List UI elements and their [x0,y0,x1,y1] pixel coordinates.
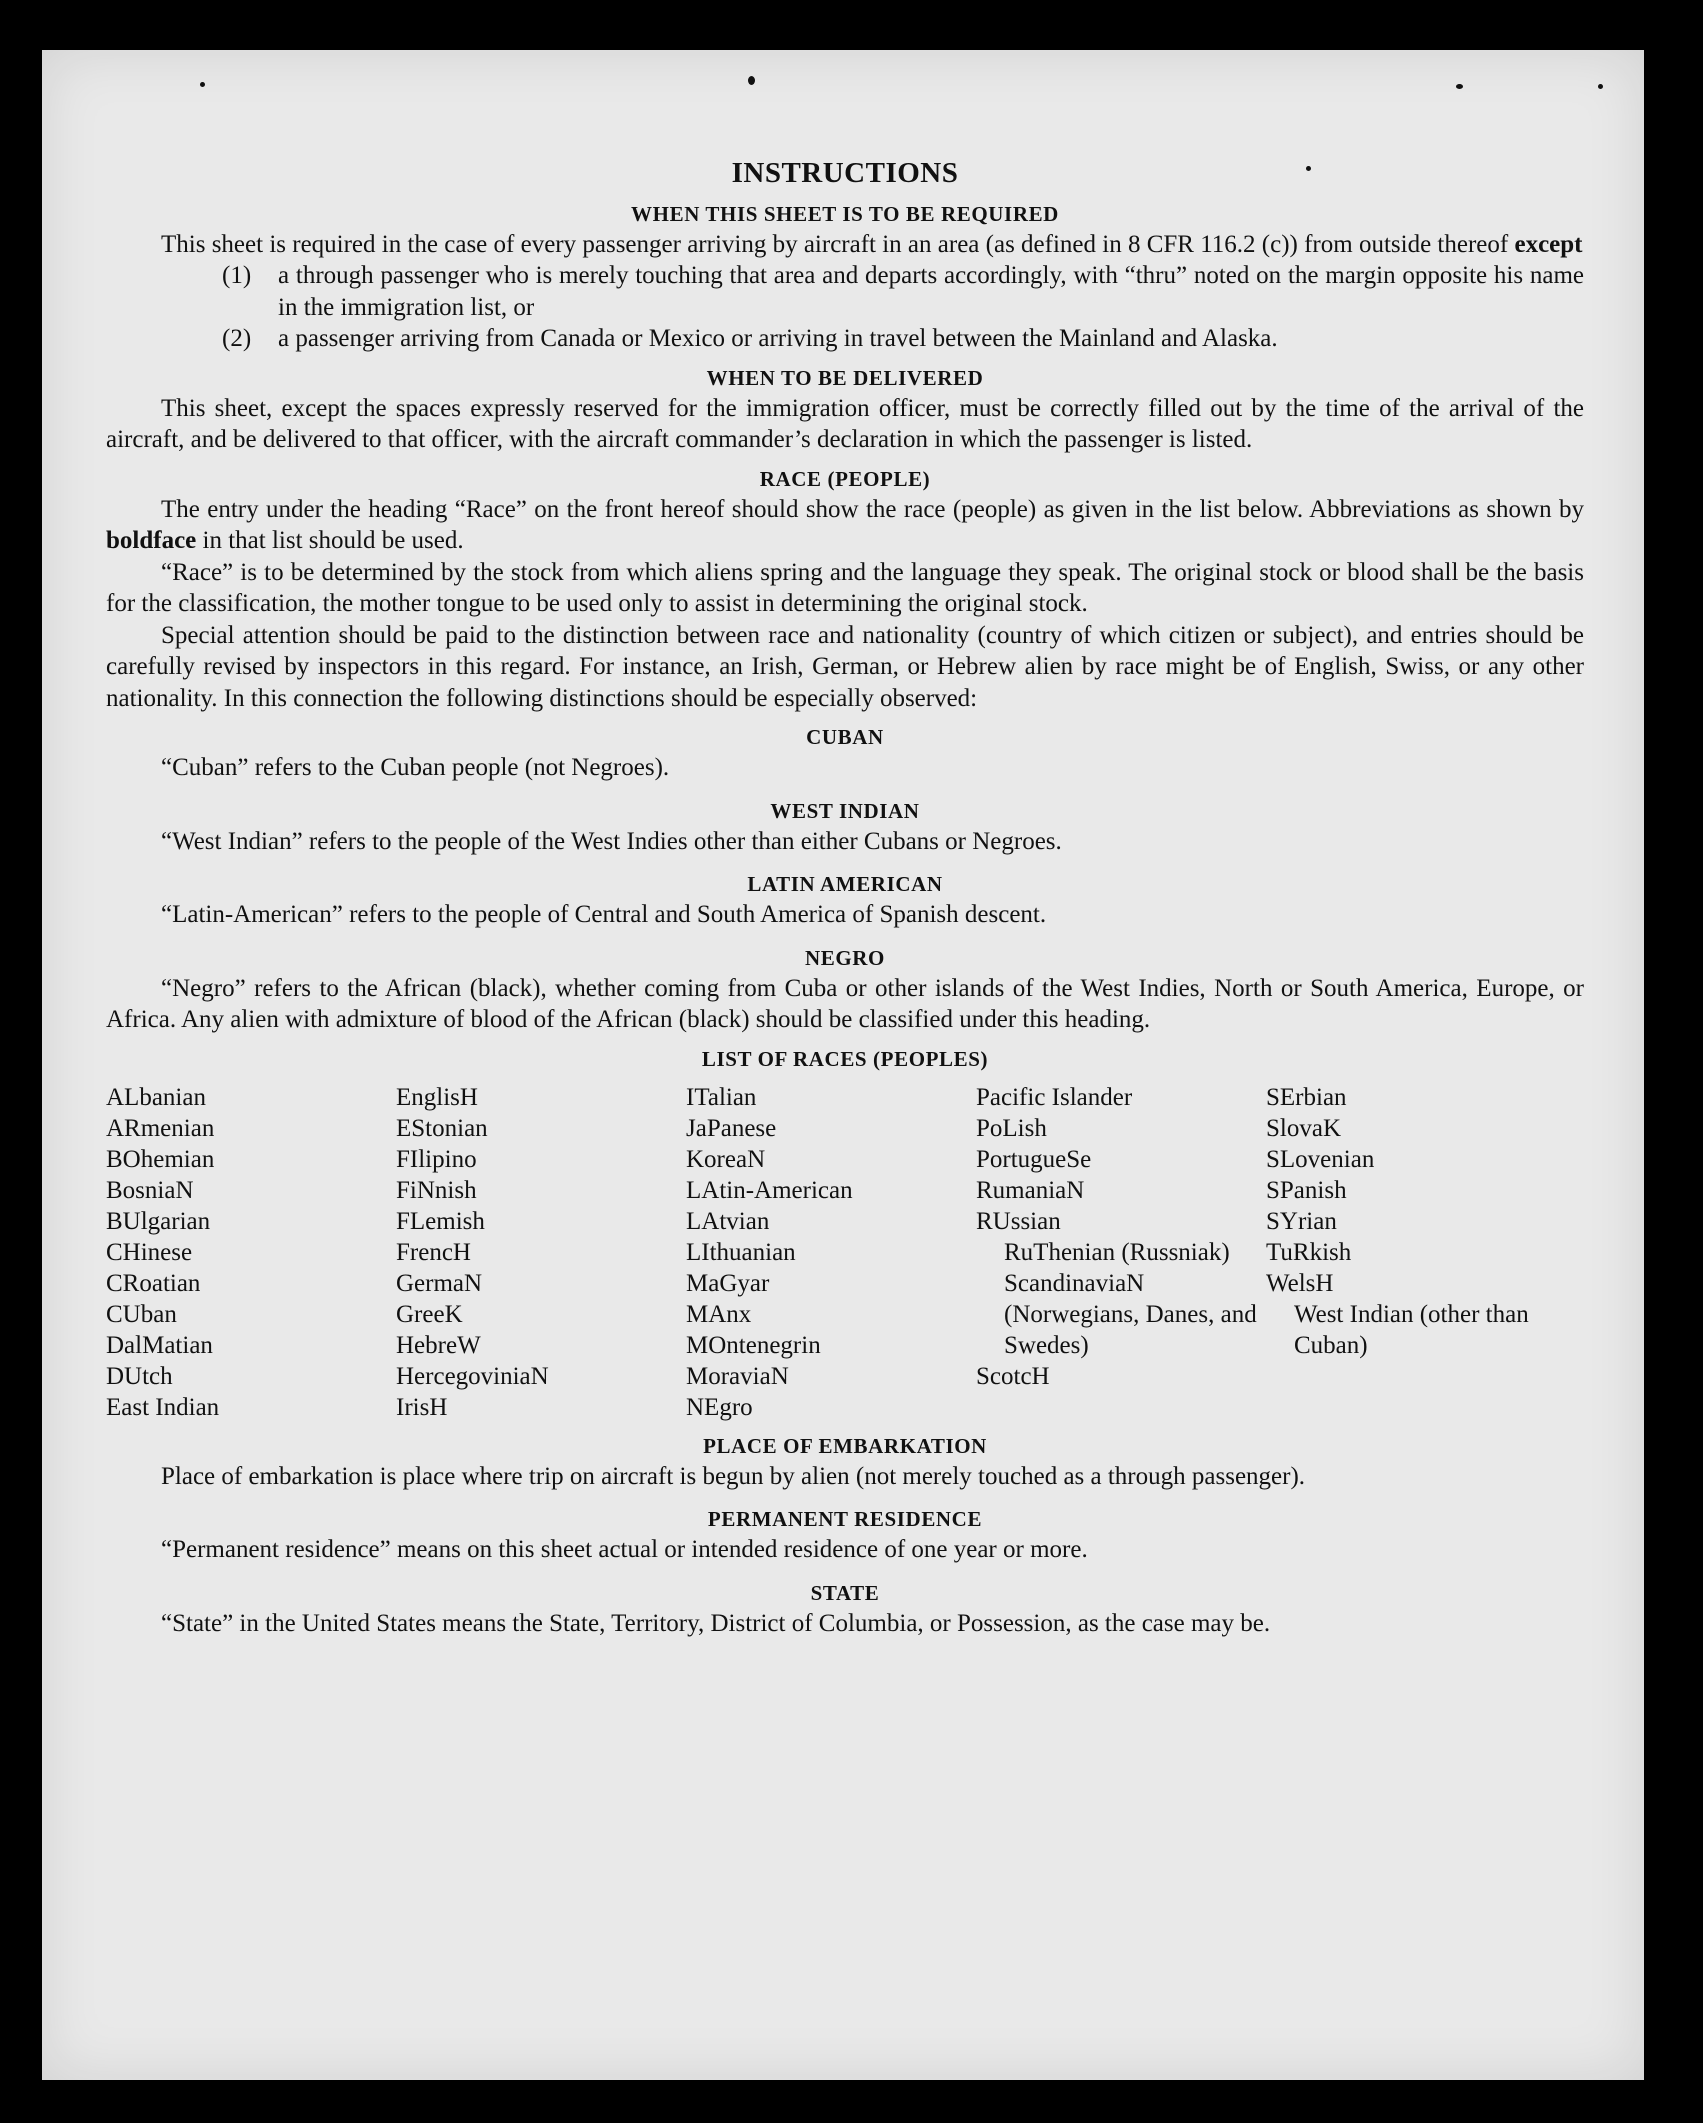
race-entry: MAnx [686,1300,752,1328]
race-entry: CRoatian [106,1269,201,1297]
race-entry: DUtch [106,1362,173,1390]
state-paragraph: “State” in the United States means the State, Territory, District of Columbia, or Possession, as the case may be. [161,1609,1271,1637]
speck-mark [748,76,755,85]
race-entry: SErbian [1266,1083,1347,1111]
race-text-end: in that list should be used. [196,527,464,554]
race-entry: DalMatian [106,1331,213,1359]
exception-item-2 [106,323,1584,355]
required-text: This sheet is required in the case of every passenger arriving by aircraft in an area (as defined in 8 CFR 116.2 (c)) from outside thereof [161,230,1515,258]
section-heading-races-list: LIST OF RACES (PEOPLES) [701,1046,989,1071]
section-heading-cuban: CUBAN [806,725,884,749]
speck-mark [1456,84,1463,89]
races-column-1 [106,1082,396,1423]
races-column-5 [1266,1082,1556,1423]
race-entry: ScotcH [976,1362,1050,1390]
races-column-2 [396,1082,686,1423]
race-entry: GermaN [396,1269,483,1297]
race-entry: BOhemian [106,1145,215,1173]
race-entry: ALbanian [106,1083,206,1111]
race-entry: ITalian [686,1083,757,1111]
latin-american-paragraph: “Latin-American” refers to the people of Central and South America of Spanish descent. [161,901,1047,928]
race-entry: SYrian [1266,1207,1337,1235]
section-heading-required: WHEN THIS SHEET IS TO BE REQUIRED [631,201,1059,226]
race-entry: MOntenegrin [686,1331,821,1359]
race-entry: EStonian [396,1114,488,1142]
race-text: The entry under the heading “Race” on the front hereof should show the race (people) as given in the list below. Abbreviations as shown by [161,495,1584,523]
speck-mark [1598,84,1603,89]
race-entry: SLovenian [1266,1145,1375,1173]
race-entry: FIlipino [396,1145,477,1173]
exception-text: a passenger arriving from Canada or Mexico or arriving in travel between the Mainland and Alaska. [278,325,1278,352]
race-entry: PoLish [976,1114,1047,1142]
race-entry: CUban [106,1300,177,1328]
section-heading-state: STATE [810,1580,880,1605]
race-entry: RumaniaN [976,1176,1085,1204]
races-column-4 [976,1082,1266,1423]
race-entry: East Indian [106,1393,220,1421]
race-entry: HebreW [396,1331,481,1359]
embarkation-paragraph: Place of embarkation is place where trip on aircraft is begun by alien (not merely touched as a through passenger). [161,1462,1306,1490]
race-entry: MoraviaN [686,1362,789,1390]
race-entry: RUssian [976,1207,1061,1235]
cuban-paragraph: “Cuban” refers to the Cuban people (not Negroes). [161,754,670,781]
race-entry: ScandinaviaN (Norwegians, Danes, and Swedes) [1004,1269,1257,1359]
race-entry: JaPanese [686,1114,777,1142]
page-title: INSTRUCTIONS [731,157,959,189]
races-column-3 [686,1082,976,1423]
race-entry: TuRkish [1266,1238,1352,1266]
race-entry: EnglisH [396,1083,478,1111]
race-entry: KoreaN [686,1145,766,1173]
document-page [42,50,1644,2080]
section-heading-delivered: WHEN TO BE DELIVERED [706,365,984,390]
race-entry: FrencH [396,1238,471,1266]
race-entry: MaGyar [686,1269,770,1297]
exception-item-1 [106,260,1584,323]
race-entry: BosniaN [106,1176,194,1204]
race-entry: LAtvian [686,1207,770,1235]
instructions-body [106,158,1584,1639]
race-entry: FLemish [396,1207,485,1235]
race-paragraph-3: Special attention should be paid to the distinction between race and nationality (country of which citizen or subject), and entries should be carefully revised by inspectors in this regard. For instance, an Irish, German, or Hebrew alien by race might be of English, Swiss, or any other nationality. In this connection the following distinctions should be especially observed: [106,621,1584,712]
race-entry: SPanish [1266,1176,1347,1204]
required-except: except [1514,230,1583,258]
required-paragraph [106,229,1584,261]
race-entry: SlovaK [1266,1114,1341,1142]
race-entry: FiNnish [396,1176,477,1204]
race-entry: IrisH [396,1393,448,1421]
race-entry: Pacific Islander [976,1083,1133,1111]
race-entry: PortugueSe [976,1145,1092,1173]
race-entry: WelsH [1266,1269,1334,1297]
residence-paragraph: “Permanent residence” means on this sheet actual or intended residence of one year or more. [161,1536,1088,1563]
race-boldface: boldface [106,527,197,554]
race-entry: BUlgarian [106,1207,211,1235]
race-entry: West Indian (other than Cuban) [1294,1300,1529,1359]
section-heading-residence: PERMANENT RESIDENCE [707,1507,983,1531]
section-heading-embarkation: PLACE OF EMBARKATION [703,1433,987,1458]
race-entry: ARmenian [106,1114,215,1142]
section-heading-race: RACE (PEOPLE) [759,466,931,491]
section-heading-negro: NEGRO [804,945,885,970]
race-entry: HercegoviniaN [396,1362,549,1390]
race-paragraph-2: “Race” is to be determined by the stock from which aliens spring and the language they speak. The original stock or blood shall be the basis for the classification, the mother tongue to be used only to assist in determining the original stock. [106,558,1584,617]
races-list [106,1082,1584,1423]
west-indian-paragraph: “West Indian” refers to the people of the West Indies other than either Cubans or Negroes. [161,827,1062,855]
race-entry: RuThenian (Russniak) [1004,1238,1230,1266]
exception-text: a through passenger who is merely touching that area and departs accordingly, with “thru” noted on the margin opposite his name in the immigration list, or [278,262,1584,321]
speck-mark [200,82,205,87]
race-entry: NEgro [686,1393,753,1421]
negro-paragraph: “Negro” refers to the African (black), whether coming from Cuba or other islands of the West Indies, North or South America, Europe, or Africa. Any alien with admixture of blood of the African (black) should be classified under this heading. [106,974,1584,1033]
race-entry: GreeK [396,1300,463,1328]
race-entry: LIthuanian [686,1238,796,1266]
exception-number: (1) [222,262,252,289]
section-heading-west-indian: WEST INDIAN [770,798,920,823]
race-paragraph-1 [106,494,1584,557]
delivered-paragraph: This sheet, except the spaces expressly reserved for the immigration officer, must be correctly filled out by the time of the arrival of the aircraft, and be delivered to that officer, with the aircraft commander’s declaration in which the passenger is listed. [106,394,1584,453]
exception-number: (2) [222,325,252,352]
section-heading-latin-american: LATIN AMERICAN [747,872,943,896]
race-entry: CHinese [106,1238,193,1266]
race-entry: LAtin-American [686,1176,853,1204]
